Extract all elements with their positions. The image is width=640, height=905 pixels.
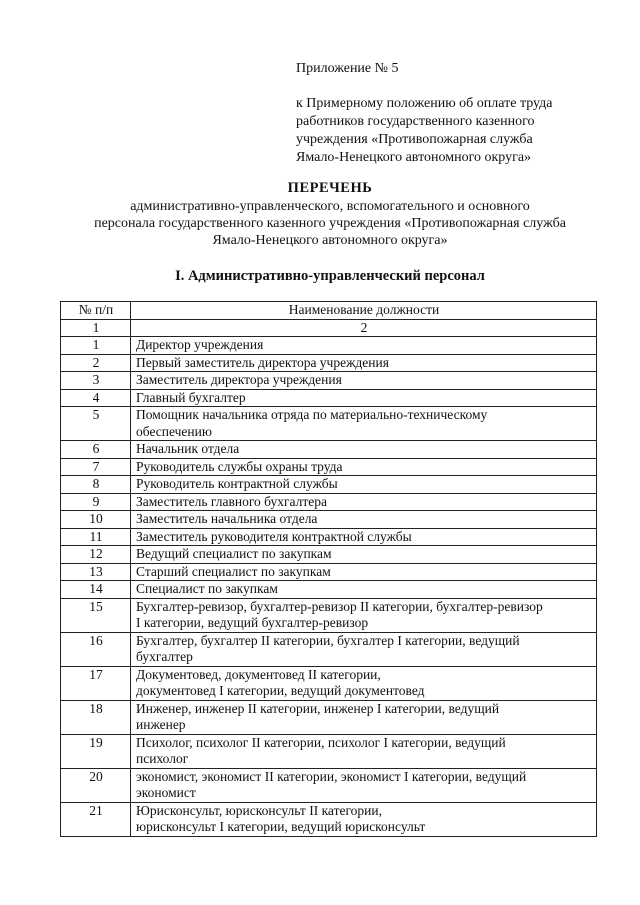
subtitle-line: персонала государственного казенного учреждения «Противопожарная служба	[94, 216, 566, 231]
position-name-line: Документовед, документовед II категории,	[136, 666, 381, 682]
table-row	[61, 563, 597, 581]
row-number: 7	[61, 458, 131, 476]
row-number: 19	[61, 734, 131, 768]
row-number: 4	[61, 389, 131, 407]
position-name-line: Директор учреждения	[136, 337, 264, 352]
row-number: 8	[61, 476, 131, 494]
position-name-line: Заместитель главного бухгалтера	[136, 493, 328, 509]
appendix-title: Приложение № 5	[296, 61, 399, 76]
position-name	[131, 389, 597, 407]
position-name-line: Юрисконсульт, юрисконсульт II категории,	[136, 802, 382, 818]
position-name-line: экономист	[136, 785, 196, 800]
position-name-line: Заместитель руководителя контрактной службы	[136, 528, 412, 544]
position-name	[131, 337, 597, 355]
row-number: 15	[61, 598, 131, 632]
table-row	[61, 802, 597, 836]
position-name	[131, 493, 597, 511]
list-title: ПЕРЕЧЕНЬ	[287, 180, 373, 196]
position-name-line: Руководитель контрактной службы	[136, 476, 338, 491]
row-number: 6	[61, 441, 131, 459]
row-number: 16	[61, 632, 131, 666]
header-position: Наименование должности	[131, 302, 597, 320]
table-row	[61, 354, 597, 372]
table-row	[61, 768, 597, 802]
position-name	[131, 563, 597, 581]
position-name	[131, 407, 597, 441]
position-name	[131, 666, 597, 700]
position-name-line: Начальник отдела	[136, 441, 240, 456]
table-row	[61, 581, 597, 599]
appendix-line: Ямало-Ненецкого автономного округа»	[296, 150, 532, 165]
row-number: 3	[61, 372, 131, 390]
position-name-line: обеспечению	[136, 423, 212, 439]
table-row	[61, 546, 597, 564]
position-name-line: инженер	[136, 717, 186, 732]
table-row	[61, 337, 597, 355]
position-name-line: Психолог, психолог II категории, психолог I категории, ведущий	[136, 734, 506, 750]
appendix-line: учреждения «Противопожарная служба	[296, 132, 533, 147]
position-name-line: Заместитель директора учреждения	[136, 372, 342, 387]
table-row	[61, 476, 597, 494]
table-row	[61, 372, 597, 390]
row-number: 9	[61, 493, 131, 511]
row-number: 17	[61, 666, 131, 700]
position-name	[131, 476, 597, 494]
position-name-line: Заместитель начальника отдела	[136, 511, 318, 526]
position-name	[131, 511, 597, 529]
position-name	[131, 372, 597, 390]
row-number: 2	[61, 354, 131, 372]
position-name	[131, 632, 597, 666]
position-name-line: Старший специалист по закупкам	[136, 563, 331, 579]
position-name	[131, 700, 597, 734]
row-number: 5	[61, 407, 131, 441]
appendix-note	[296, 60, 553, 167]
position-name-line: Бухгалтер, бухгалтер II категории, бухгалтер I категории, ведущий	[136, 632, 520, 648]
position-name	[131, 802, 597, 836]
table-row	[61, 389, 597, 407]
table-row	[61, 407, 597, 441]
table-row	[61, 458, 597, 476]
positions-table	[60, 301, 597, 837]
table-row	[61, 511, 597, 529]
position-name-line: юрисконсульт I категории, ведущий юрисконсульт	[136, 819, 426, 834]
position-name	[131, 441, 597, 459]
position-name-line: Помощник начальника отряда по материально-техническому	[136, 407, 488, 422]
table-header-row	[61, 302, 597, 320]
position-name-line: Ведущий специалист по закупкам	[136, 546, 332, 561]
position-name	[131, 546, 597, 564]
table-row	[61, 528, 597, 546]
position-name-line: Бухгалтер-ревизор, бухгалтер-ревизор II категории, бухгалтер-ревизор	[136, 598, 543, 614]
subtitle-line: административно-управленческого, вспомогательного и основного	[130, 199, 530, 214]
row-number: 18	[61, 700, 131, 734]
table-row	[61, 493, 597, 511]
position-name-line: Первый заместитель директора учреждения	[136, 354, 389, 370]
position-name	[131, 598, 597, 632]
position-name	[131, 458, 597, 476]
position-name	[131, 734, 597, 768]
row-number: 10	[61, 511, 131, 529]
position-name	[131, 768, 597, 802]
row-number: 11	[61, 528, 131, 546]
position-name-line: психолог	[136, 751, 189, 766]
row-number: 14	[61, 581, 131, 599]
table-row	[61, 598, 597, 632]
position-name-line: Специалист по закупкам	[136, 581, 278, 596]
table-row	[61, 700, 597, 734]
table-row	[61, 666, 597, 700]
table-row	[61, 632, 597, 666]
table-row	[61, 734, 597, 768]
position-name-line: Руководитель службы охраны труда	[136, 458, 343, 474]
position-name	[131, 528, 597, 546]
row-number: 13	[61, 563, 131, 581]
position-name-line: Инженер, инженер II категории, инженер I категории, ведущий	[136, 700, 500, 716]
position-name-line: I категории, ведущий бухгалтер-ревизор	[136, 615, 369, 630]
section-title: I. Административно-управленческий персонал	[175, 268, 485, 284]
position-name	[131, 354, 597, 372]
column-number-2: 2	[131, 319, 597, 337]
column-number-row	[61, 319, 597, 337]
appendix-line: к Примерному положению об оплате труда	[296, 96, 553, 111]
header-number: № п/п	[61, 302, 131, 320]
appendix-line: работников государственного казенного	[296, 114, 535, 129]
row-number: 12	[61, 546, 131, 564]
row-number: 1	[61, 337, 131, 355]
position-name-line: Главный бухгалтер	[136, 389, 246, 405]
position-name-line: документовед I категории, ведущий документовед	[136, 683, 425, 698]
position-name-line: бухгалтер	[136, 649, 193, 664]
table-row	[61, 441, 597, 459]
row-number: 21	[61, 802, 131, 836]
row-number: 20	[61, 768, 131, 802]
position-name	[131, 581, 597, 599]
subtitle-line: Ямало-Ненецкого автономного округа»	[212, 233, 448, 248]
list-subtitle	[60, 198, 600, 249]
position-name-line: экономист, экономист II категории, экономист I категории, ведущий	[136, 768, 527, 784]
column-number-1: 1	[61, 319, 131, 337]
